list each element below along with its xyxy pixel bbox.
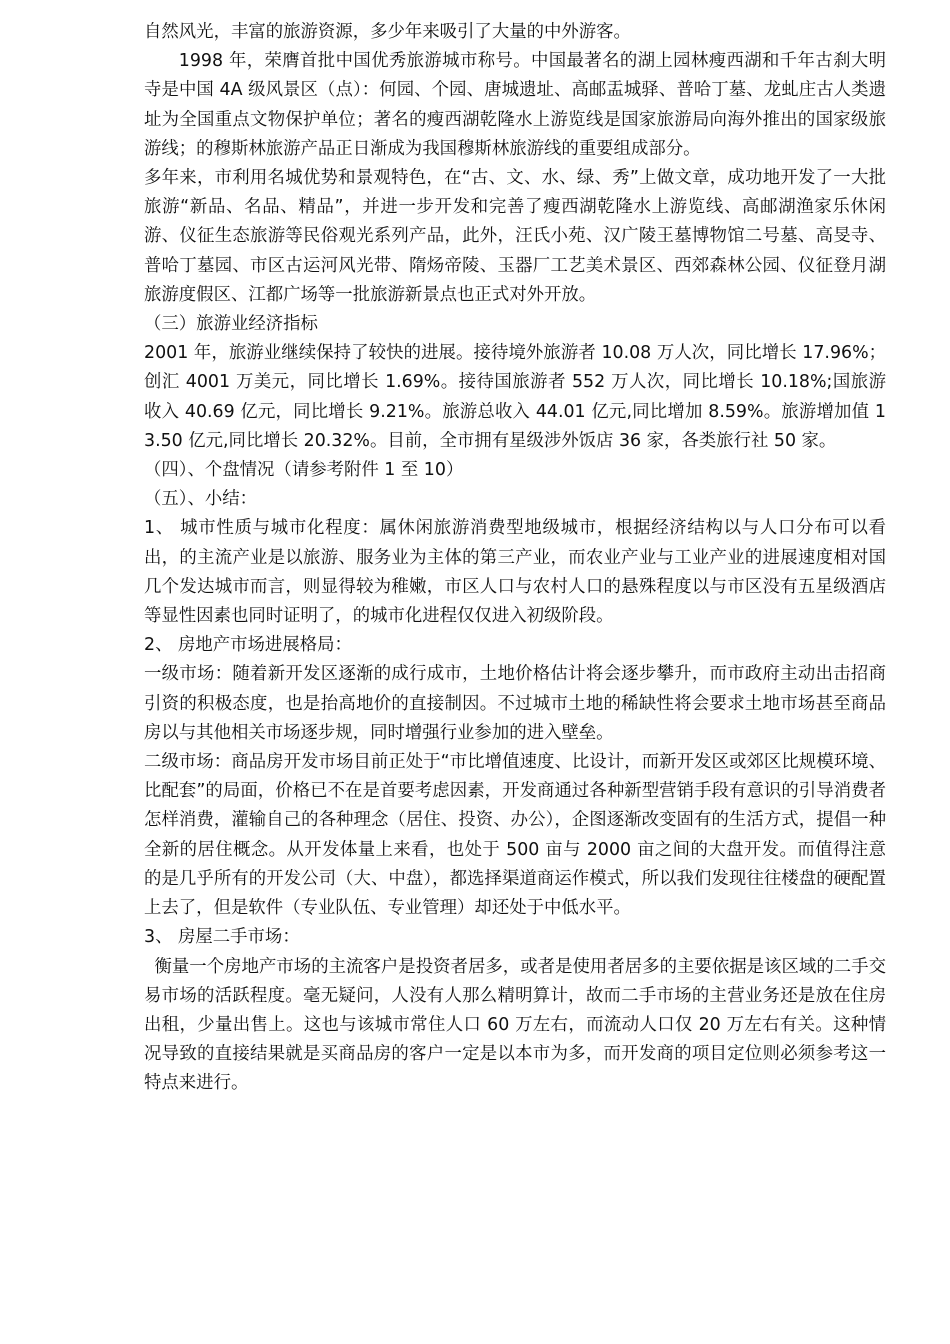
paragraph-intro-continuation: 自然风光，丰富的旅游资源，多少年来吸引了大量的中外游客。	[144, 22, 631, 42]
document-body	[144, 18, 886, 1099]
summary-item-resale-market: 3、 房屋二手市场：	[144, 927, 300, 948]
section-heading-summary: （五）、小结：	[144, 489, 258, 510]
paragraph-tourism-development: 多年来，市利用名城优势和景观特色，在“古、文、水、绿、秀”上做文章，成功地开发了一大批旅游“新品、名品、精品”，并进一步开发和完善了瘦西湖乾隆水上游览线、高邮湖渔家乐休闲游、仪征生态旅游等民俗观光系列产品，此外，汪氏小苑、汉广陵王墓博物馆二号墓、高旻寺、普哈丁墓园、市区古运河风光带、隋炀帝陵、玉器厂工艺美术景区、西郊森林公园、仪征登月湖旅游度假区、江都广场等一批旅游新景点也正式对外开放。	[144, 168, 886, 305]
paragraph-secondary-market: 二级市场：商品房开发市场目前正处于“市比增值速度、比设计，而新开发区或郊区比规模环境、比配套”的局面，价格已不在是首要考虑因素，开发商通过各种新型营销手段有意识的引导消费者怎样消费，灌输自己的各种理念（居住、投资、办公），企图逐渐改变固有的生活方式，提倡一种全新的居住概念。从开发体量上来看，也处于 500 亩与 2000 亩之间的大盘开发。而值得注意的是几乎所有的开发公司（大、中盘），都选择渠道商运作模式，所以我们发现往往楼盘的硬配置上去了，但是软件（专业队伍、专业管理）却还处于中低水平。	[144, 752, 886, 919]
paragraph-tourism-honors: 1998 年，荣膺首批中国优秀旅游城市称号。中国最著名的湖上园林瘦西湖和千年古刹大明寺是中国 4A 级风景区（点）：何园、个园、唐城遗址、高邮盂城驿、普哈丁墓、龙虬庄古人类遗址为全国重点文物保护单位；著名的瘦西湖乾隆水上游览线是国家旅游局向海外推出的国家级旅游线；的穆斯林旅游产品正日渐成为我国穆斯林旅游线的重要组成部分。	[144, 51, 886, 159]
paragraph-resale-market: 衡量一个房地产市场的主流客户是投资者居多，或者是使用者居多的主要依据是该区域的二手交易市场的活跃程度。毫无疑问，人没有人那么精明算计，故而二手市场的主营业务还是放在住房出租，少量出售上。这也与该城市常住人口 60 万左右，而流动人口仅 20 万左右有关。这种情况导致的直接结果就是买商品房的客户一定是以本市为多，而开发商的项目定位则必须参考这一特点来进行。	[144, 956, 886, 1094]
summary-item-city-nature: 1、 城市性质与城市化程度：属休闲旅游消费型地级城市，根据经济结构以与人口分布可以看出，的主流产业是以旅游、服务业为主体的第三产业，而农业产业与工业产业的进展速度相对国几个发达城市而言，则显得较为稚嫩，市区人口与农村人口的悬殊程度以与市区没有五星级酒店等显性因素也同时证明了，的城市化进程仅仅进入初级阶段。	[144, 518, 886, 627]
summary-item-market-pattern: 2、 房地产市场进展格局：	[144, 635, 352, 656]
section-heading-economic-indicators: （三）旅游业经济指标	[144, 314, 318, 335]
section-heading-projects: （四）、个盘情况（请参考附件 1 至 10）	[144, 460, 464, 481]
paragraph-economic-indicators: 2001 年，旅游业继续保持了较快的进展。接待境外旅游者 10.08 万人次，同比增长 17.96%；创汇 4001 万美元，同比增长 1.69%。接待国旅游者 552 万人次，同比增长 10.18%;国旅游收入 40.69 亿元，同比增长 9.21%。旅游总收入 44.01 亿元,同比增加 8.59%。旅游增加值 13.50 亿元,同比增长 20.32%。目前，全市拥有星级涉外饭店 36 家，各类旅行社 50 家。	[144, 343, 886, 451]
paragraph-primary-market: 一级市场：随着新开发区逐渐的成行成市，土地价格估计将会逐步攀升，而市政府主动出击招商引资的积极态度，也是抬高地价的直接制因。不过城市土地的稀缺性将会要求土地市场甚至商品房以与其他相关市场逐步规，同时增强行业参加的进入壁垒。	[144, 664, 886, 743]
